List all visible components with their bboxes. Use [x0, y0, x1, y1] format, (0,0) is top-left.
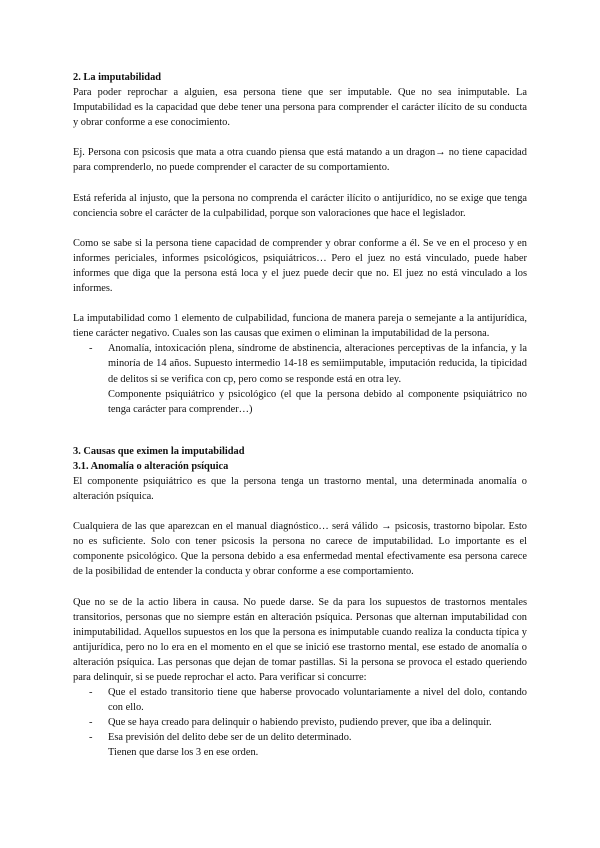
paragraph: Está referida al injusto, que la persona no comprenda el carácter ilícito o antijurídico, no se exige que tenga conciencia sobre el carácter de la culpabilidad, porque son valoraciones que hace el legislador. [73, 192, 527, 219]
bullet-list [73, 341, 527, 386]
page-content [73, 70, 527, 761]
paragraph: Cualquiera de las que aparezcan en el manual diagnóstico… será válido → psicosis, trastorno bipolar. Esto no es suficiente. Solo con tener psicosis la persona no carece de imputabilidad. Lo importante es el componente psicológico. Que la persona debido a esa enfermedad mental efectivamente esa persona carece de la posibilidad de entender la conducta y obrar conforme a ese comportamiento. [73, 521, 527, 578]
paragraph: El componente psiquiátrico es que la persona tenga un trastorno mental, una determinada anomalía o alteración psíquica. [73, 475, 527, 503]
paragraph: La imputabilidad como 1 elemento de culpabilidad, funciona de manera pareja o semejante a la antijurídica, tiene carácter negativo. Cuales son las causas que eximen o eliminan la imputabilidad de la persona. [73, 313, 527, 340]
bullet-list [73, 685, 527, 745]
paragraph: Ej. Persona con psicosis que mata a otra cuando piensa que está matando a un dragon→ no tiene capacidad para comprenderlo, no puede comprender el caracter de su comportamiento. [73, 147, 527, 174]
subsection-heading-anomalia: 3.1. Anomalía o alteración psíquica [73, 460, 229, 472]
section-heading-imputabilidad: 2. La imputabilidad [73, 72, 162, 83]
paragraph: Para poder reprochar a alguien, esa persona tiene que ser imputable. Que no sea inimputable. La Imputabilidad es la capacidad que debe tener una persona para comprender el carácter ilícito de su conducta y obrar conforme a ese conocimiento. [73, 87, 527, 129]
paragraph: Como se sabe si la persona tiene capacidad de comprender y obrar conforme a él. Se ve en el proceso y en informes periciales, informes psicológicos, psiquiátricos… Pero el juez no está vinculado, puede haber informes que diga que la persona está loca y el juez puede decir que no. El juez no está vinculado a los informes. [73, 237, 527, 295]
paragraph: Que no se de la actio libera in causa. No puede darse. Se da para los supuestos de trastornos mentales transitorios, personas que no siempre están en alteración psíquica. Personas que alternan imputabilidad con inimputabilidad. Aquellos supuestos en los que la persona es inimputable cuando realiza la conducta típica y antijurídica, pero no lo era en el momento en el que se inició ese trastorno mental, ese estado de anomalía o alteración psíquica. Las personas que dejan de tomar pastillas. Si la persona se provoca el estado queriendo para delinquir, si se puede reprochar el acto. Para verificar si concurre: [73, 596, 527, 683]
list-continuation: Tienen que darse los 3 en ese orden. [108, 747, 259, 759]
section-heading-causas: 3. Causas que eximen la imputabilidad [73, 445, 245, 457]
list-item: - Que se haya creado para delinquir o habiendo previsto, pudiendo prever, que iba a delinquir. [73, 715, 527, 730]
list-item: - Esa previsión del delito debe ser de un delito determinado. [73, 730, 527, 745]
list-item: - Que el estado transitorio tiene que haberse provocado voluntariamente a nivel del dolo, contando con ello. [73, 685, 527, 715]
list-item: - Anomalía, intoxicación plena, síndrome de abstinencia, alteraciones perceptivas de la infancia, y la minoría de 14 años. Supuesto intermedio 14-18 es semiimputable, imputación reducida, la tipicidad de delitos si se verifica con cp, pero como se responde está en otra ley. [73, 341, 527, 386]
list-continuation: Componente psiquiátrico y psicológico (el que la persona debido al componente psiquiátrico no tenga carácter para comprender…) [108, 388, 527, 415]
